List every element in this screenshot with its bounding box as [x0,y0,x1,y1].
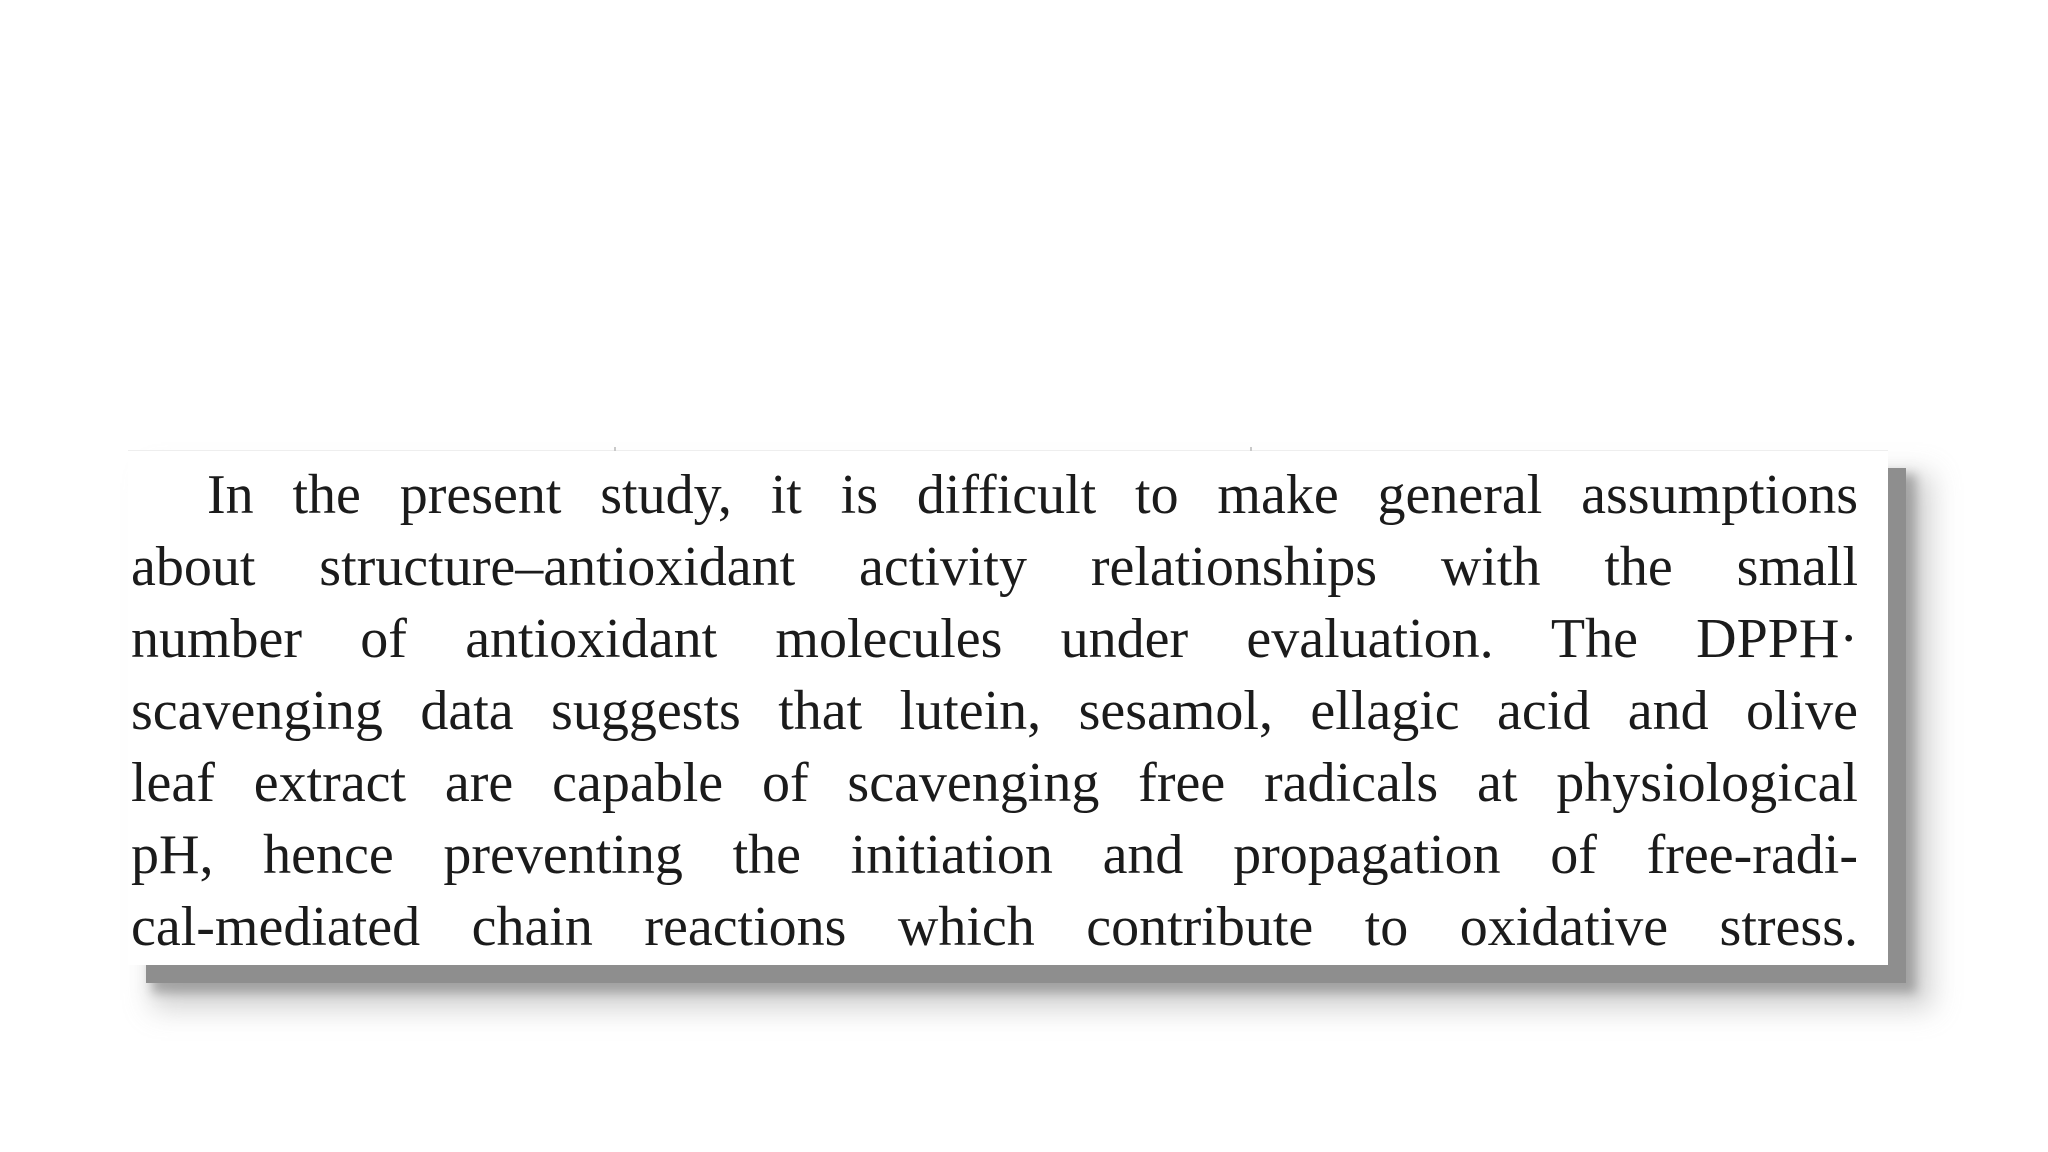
excerpt-line: about structure–antioxidant activity relationships with the small [131,536,1858,598]
excerpt-line: pH, hence preventing the initiation and propagation of free-radi- [131,824,1858,886]
excerpt-line: scavenging data suggests that lutein, sesamol, ellagic acid and olive [131,680,1858,742]
excerpt-line: number of antioxidant molecules under evaluation. The DPPH· [131,608,1858,670]
paper-excerpt-frame [128,450,1888,965]
excerpt-line: cal-mediated chain reactions which contribute to oxidative stress. [131,896,1858,958]
excerpt-line: In the present study, it is difficult to make general assumptions [207,464,1858,526]
excerpt-line: leaf extract are capable of scavenging free radicals at physiological [131,752,1858,814]
paper-excerpt-paragraph [131,459,1858,963]
